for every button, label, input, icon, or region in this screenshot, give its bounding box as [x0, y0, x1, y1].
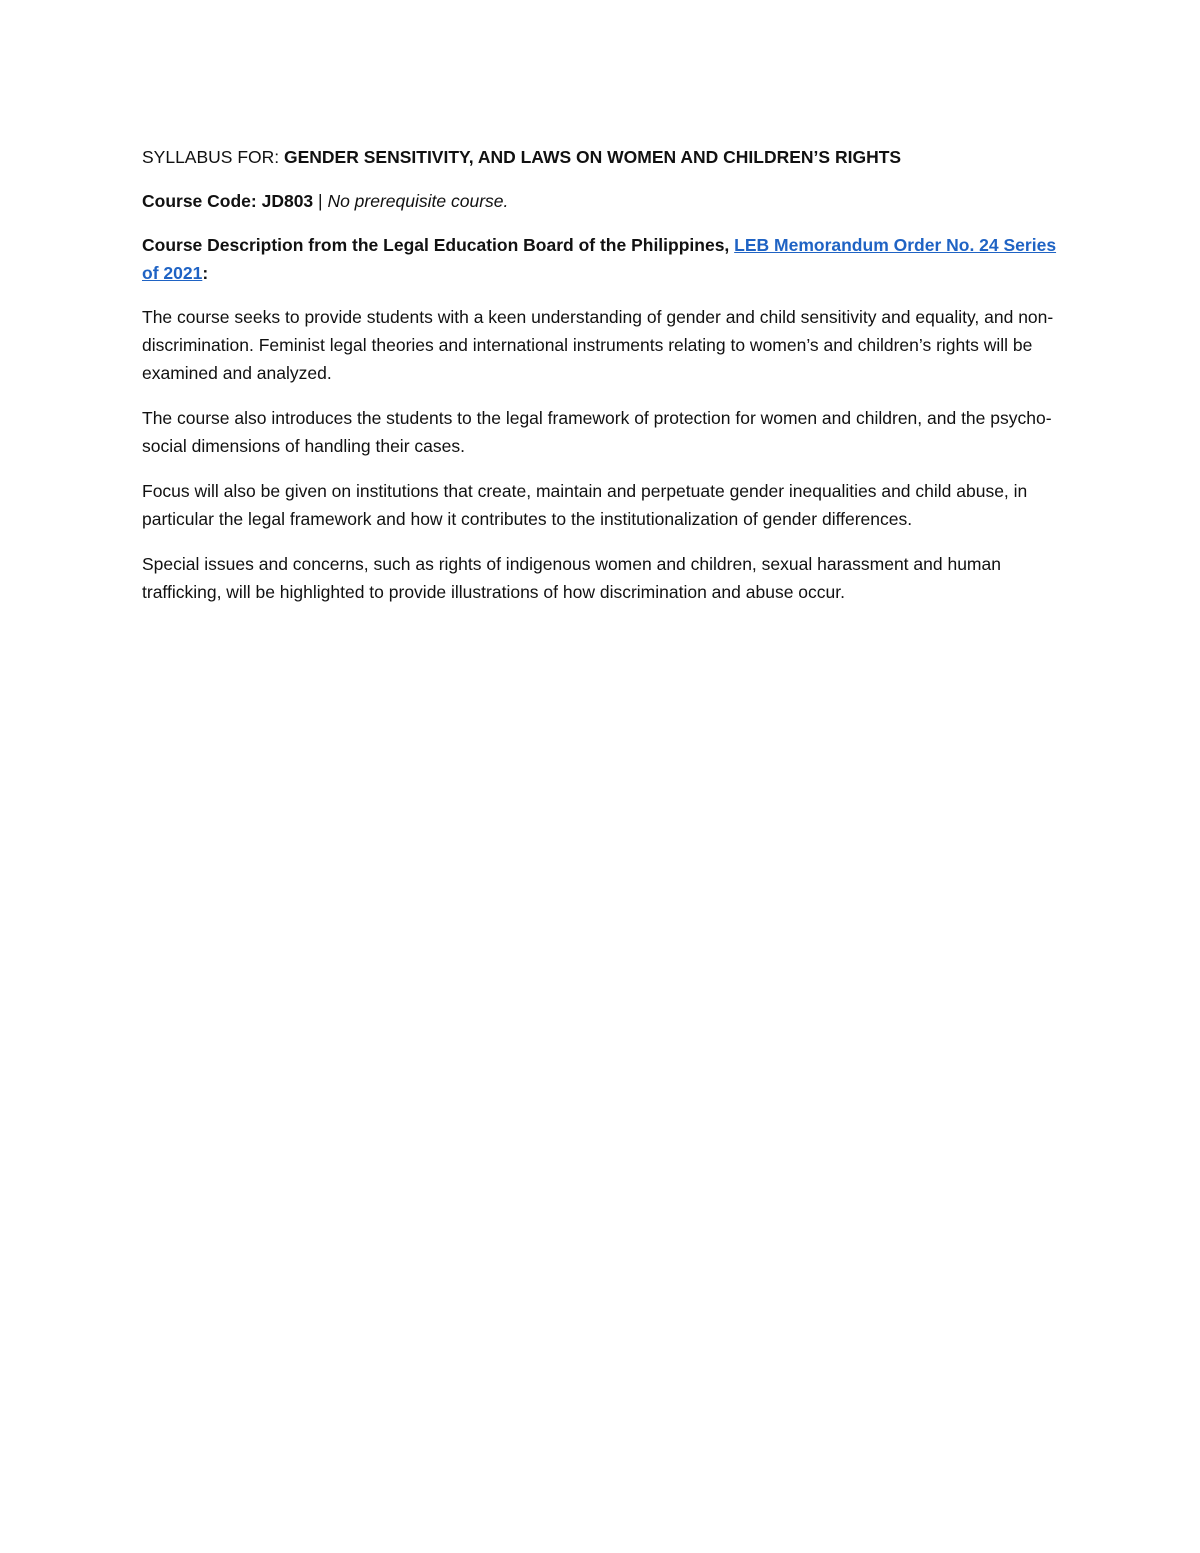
course-description-heading: [142, 231, 1062, 287]
description-paragraph-3: Focus will also be given on institutions that create, maintain and perpetuate gender inequalities and child abuse, in particular the legal framework and how it contributes to the institutionalization of gender differences.: [142, 481, 1028, 529]
syllabus-title: [142, 143, 1062, 171]
leb-memorandum-link[interactable]: LEB Memorandum Order No. 24 Series of 2021: [142, 235, 1057, 283]
title-prefix: SYLLABUS FOR:: [142, 147, 284, 167]
description-paragraph-1: The course seeks to provide students with a keen understanding of gender and child sensitivity and equality, and non-discrimination. Feminist legal theories and international instruments relating to women’s and children’s rights will be examined and analyzed.: [142, 307, 1054, 383]
description-colon: :: [202, 263, 209, 283]
description-heading-text: Course Description from the Legal Education Board of the Philippines,: [142, 235, 735, 255]
course-title: GENDER SENSITIVITY, AND LAWS ON WOMEN AND CHILDREN’S RIGHTS: [284, 147, 902, 167]
description-paragraph-4: Special issues and concerns, such as rights of indigenous women and children, sexual harassment and human trafficking, will be highlighted to provide illustrations of how discrimination and abuse occur.: [142, 554, 1001, 602]
code-separator: |: [313, 191, 328, 211]
prerequisite-note: No prerequisite course.: [327, 191, 509, 211]
course-code: Course Code: JD803: [142, 191, 314, 211]
course-code-line: [142, 187, 1062, 215]
document-body: [142, 143, 1062, 623]
description-paragraph-2: The course also introduces the students to the legal framework of protection for women and children, and the psycho-social dimensions of handling their cases.: [142, 408, 1052, 456]
